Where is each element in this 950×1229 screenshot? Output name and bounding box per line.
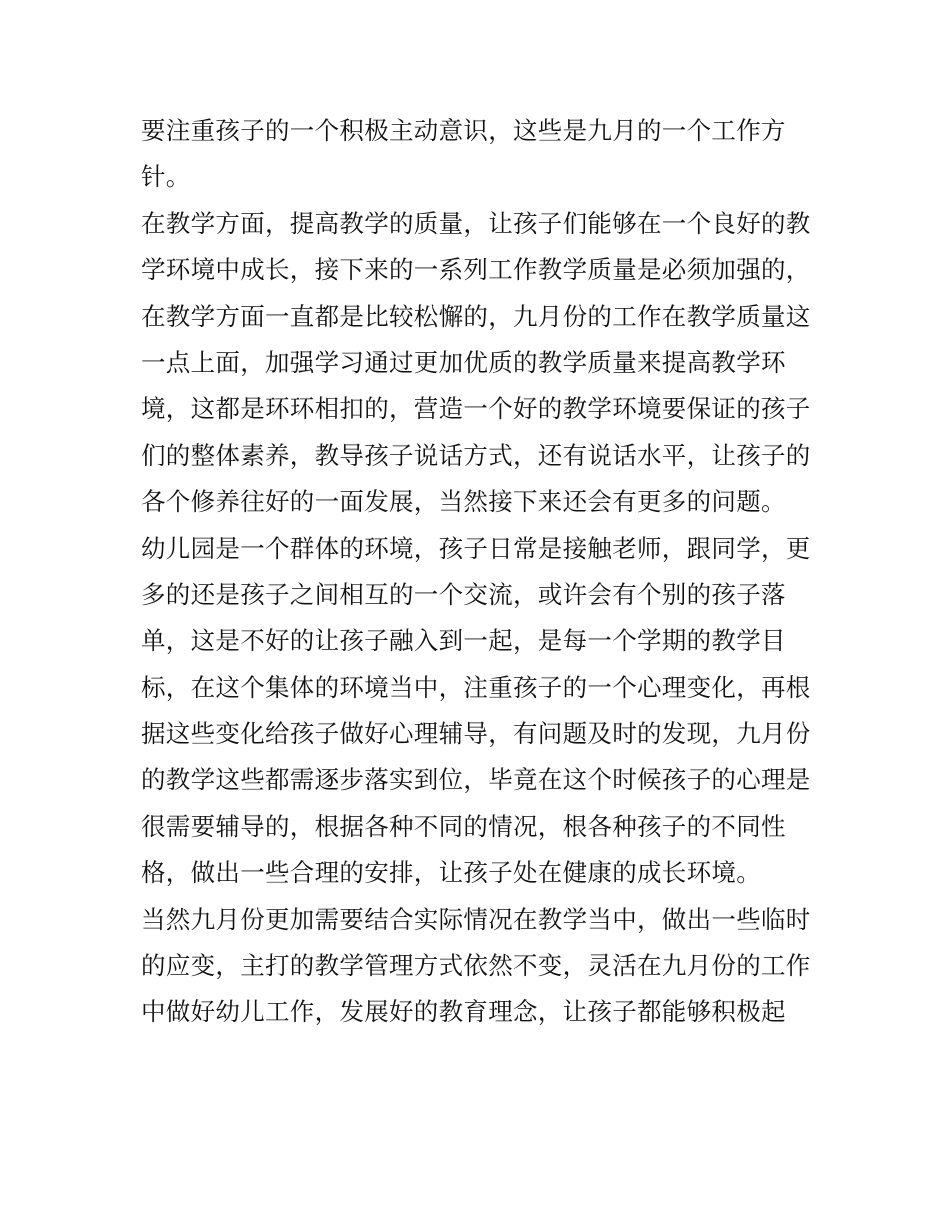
text-line: 境，这都是环环相扣的，营造一个好的教学环境要保证的孩子 [141,394,811,424]
text-line: 当然九月份更加需要结合实际情况在教学当中，做出一些临时 [141,904,811,934]
body-text [141,108,821,1036]
text-line: 学环境中成长，接下来的一系列工作教学质量是必须加强的， [141,255,811,285]
text-line: 标，在这个集体的环境当中，注重孩子的一个心理变化，再根 [141,672,811,702]
text-line: 一点上面，加强学习通过更加优质的教学质量来提高教学环 [141,347,786,377]
text-line: 幼儿园是一个群体的环境，孩子日常是接触老师，跟同学，更 [141,533,811,563]
text-line: 多的还是孩子之间相互的一个交流，或许会有个别的孩子落 [141,579,786,609]
text-line: 各个修养往好的一面发展，当然接下来还会有更多的问题。 [141,487,786,517]
text-line: 在教学方面一直都是比较松懈的，九月份的工作在教学质量这 [141,301,811,331]
text-line: 中做好幼儿工作，发展好的教育理念，让孩子都能够积极起 [141,997,786,1027]
text-line: 针。 [141,162,191,192]
text-line: 的应变，主打的教学管理方式依然不变，灵活在九月份的工作 [141,951,811,981]
text-line: 要注重孩子的一个积极主动意识，这些是九月的一个工作方 [141,116,786,145]
text-line: 的教学这些都需逐步落实到位，毕竟在这个时候孩子的心理是 [141,765,811,795]
text-line: 很需要辅导的，根据各种不同的情况，根各种孩子的不同性 [141,811,786,841]
text-line: 在教学方面，提高教学的质量，让孩子们能够在一个良好的教 [141,208,811,238]
text-line: 据这些变化给孩子做好心理辅导，有问题及时的发现，九月份 [141,719,811,749]
text-line: 单，这是不好的让孩子融入到一起，是每一个学期的教学目 [141,626,786,656]
text-line: 们的整体素养，教导孩子说话方式，还有说话水平，让孩子的 [141,440,811,470]
text-line: 格，做出一些合理的安排，让孩子处在健康的成长环境。 [141,858,761,888]
